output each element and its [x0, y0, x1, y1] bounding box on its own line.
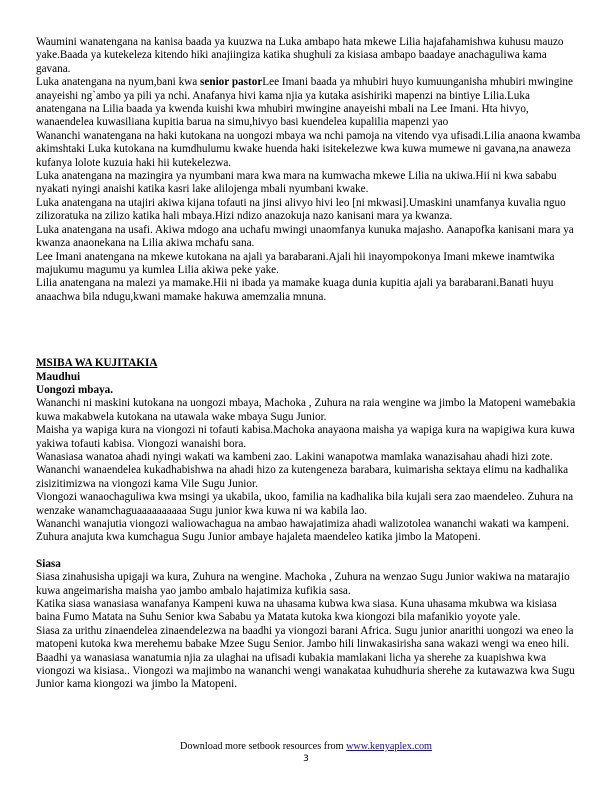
paragraph: Siasa zinahusisha upigaji wa kura, Zuhura na wengine. Machoka , Zuhura na wenzao Sugu Junior wakiwa na matarajio kuwa angeimarisha maisha yao jambo ambalo hajatimiza kufikia sasa.	[36, 571, 570, 597]
topic-heading: Uongozi mbaya.	[36, 383, 114, 396]
topic-heading: Siasa	[36, 557, 61, 570]
section-subtitle: Maudhui	[36, 370, 81, 383]
paragraph-luka	[36, 76, 581, 130]
spacer	[36, 545, 581, 558]
paragraph: Wanasiasa wanatoa ahadi nyingi wakati wa kambeni zao. Lakini wanapotwa mamlaka wanazisahau ahadi hizi zote. Wananchi wanaendelea kukadhabishwa na ahadi hizo za kutengeneza barabara, kuimarisha sektaya elimu na kadhalika zisizitimizwa na viongozi kama Vile Sugu Junior.	[36, 450, 569, 490]
page-number: 3	[303, 754, 309, 764]
paragraph: Maisha ya wapiga kura na viongozi ni tofauti kabisa.Machoka anayaona maisha ya wapiga kura na wapigiwa kura kuwa yakiwa tofauti kabisa. Viongozi wanaishi bora.	[36, 424, 575, 450]
paragraph: Siasa za urithu zinaendelea zinaendelezwa na baadhi ya viongozi barani Africa. Sugu junior anarithi uongozi wa eneo la matopeni kutoka kwa merehemu babake Mzee Sugu Senior. Jambo hili linwakasirisha sana wakazi wengi wa eneo hili.	[36, 624, 574, 651]
footer-link[interactable]: www.kenyaplex.com	[346, 741, 432, 752]
paragraph: Luka anatengana na utajiri akiwa kijana tofauti na jinsi alivyo hivi leo [ni mkwasi].Umaskini unamfanya kuvalia nguo zilizoratuka na zilizo katika hali mbaya.Hizi ndizo anazokuja nazo kanisani mara ya kwanza.	[36, 196, 566, 223]
paragraph: Luka anatengana na usafi. Akiwa mdogo ana uchafu mwingi unaomfanya kunuka majasho. Aanapofka kanisani mara ya kwanza anaonekana na Lilia akiwa mchafu sana.	[36, 223, 574, 250]
paragraph: Lee Imani anatengana na mkewe kutokana na ajali ya barabarani.Ajali hii inayompokonya Imani mkewe inamtwika majukumu magumu ya kumlea Lilia akiwa peke yake.	[36, 250, 555, 276]
paragraph: Baadhi ya wanasiasa wanatumia njia za ulaghai na ufisadi kubakia mamlakani licha ya sherehe za kuapishwa kwa viongozi wa kisiasa.. Viongozi wa majimbo na wananchi wengi wanakataa kuhudhuria sherehe za kutawazwa kwa Sugu Junior kama kiongozi wa jimbo la Matopeni.	[36, 651, 575, 691]
paragraph: Viongozi wanaochaguliwa kwa msingi ya ukabila, ukoo, familia na kadhalika bila kujali sera zao maendeleo. Zuhura na wenzake wanamchaguaaaaaaaaaa Sugu junior kwa kuwa ni wa kabila lao.	[36, 491, 574, 517]
paragraph: Luka anatengana na mazingira ya nyumbani mara kwa mara na kumwacha mkewe Lilia na ukiwa.Hii ni kwa sababu nyakati nyingi anaishi katika kasri lake alilojenga mbali nyumbani kwake.	[36, 170, 557, 196]
paragraph-text: Luka anatengana na nyum,bani kwa	[36, 76, 201, 89]
paragraph-text: Lee Imani baada ya mhubiri huyo kumuunganisha mhubiri mwingine anayeishi ng`ambo ya pili ya nchi. Anafanya hivi kama njia ya kutaka asishiriki mapenzi na bintiye Lilia.Luka anatengana na Lilia baada ya kwenda kuishi kwa mhubiri mwingine anayeishi mbali na Lee Imani. Hta hivyo, wanaendelea kuwasiliana kupitia barua na simu,hivyo basi kuendelea kupalilia mapenzi yao	[36, 76, 573, 129]
paragraph: Lilia anatengana na malezi ya mamake.Hii ni ibada ya mamake kuaga dunia kupitia ajali ya barabarani.Banati huyu anaachwa bila ndugu,kwani mamake hakuwa amemzalia mnuna.	[36, 277, 554, 303]
paragraph: Katika siasa wanasiasa wanafanya Kampeni kuwa na uhasama kubwa kwa siasa. Kuna uhasama mkubwa wa kisiasa baina Fumo Matata na Suhu Senior kwa Sababu ya Matata kutoka kwa kiongozi bila mafanikio yoyote yale.	[36, 598, 557, 624]
paragraph: Wananchi wanajutia viongozi waliowachagua na ambao hawajatimiza ahadi walizotolea wananchi wakati wa kampeni. Zuhura anajuta kwa kumchagua Sugu Junior ambaye hajaleta maendeleo katika jimbo la Matopeni.	[36, 518, 570, 544]
paragraph: Wananchi wanatengana na haki kutokana na uongozi mbaya wa nchi pamoja na vitendo vya ufisadi.Lilia anaona kwamba akimshtaki Luka kutokana na kumdhulumu kwake huenda haki isitekelezwe kwa kuwa mumewe ni gavana,na anaweza kufanya lolote kuzuia haki hii kutekelezwa.	[36, 129, 581, 169]
document-page	[36, 36, 581, 692]
paragraph: Waumini wanatengana na kanisa baada ya kuuzwa na Luka ambapo hata mkewe Lilia hajafahamishwa kuhusu mauzo yake.Baada ya kutekeleza kitendo hiki anajiingiza katika shughuli za kisiasa ambapo baadaye anachaguliwa kama gavana.	[36, 36, 564, 75]
page-footer	[0, 741, 612, 753]
bold-term: senior pastor	[200, 76, 263, 89]
footer-text: Download more setbook resources from	[180, 741, 347, 752]
paragraph: Wananchi ni maskini kutokana na uongozi mbaya, Machoka , Zuhura na raia wengine wa jimbo la Matopeni wamebakia kuwa makabwela kutokana na utawala wake mbaya Sugu Junior.	[36, 397, 576, 423]
spacer	[36, 304, 581, 357]
section-title: MSIBA WA KUJITAKIA	[36, 357, 158, 370]
